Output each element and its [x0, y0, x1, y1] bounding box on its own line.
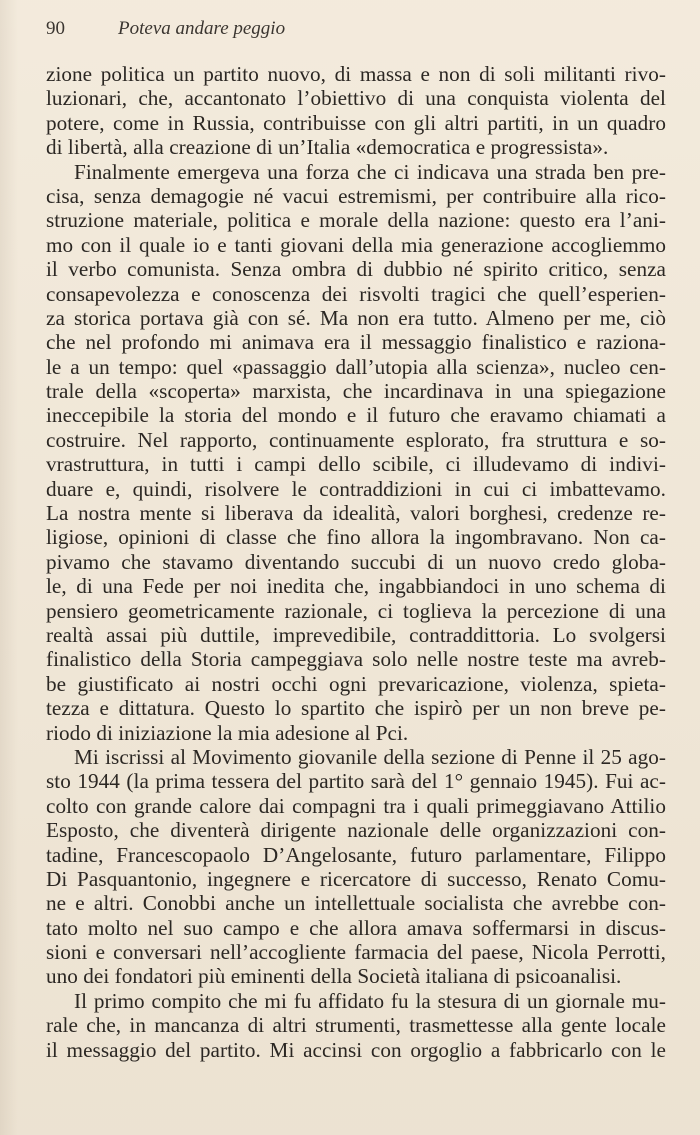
text-line: ineccepibile la storia del mondo e il futuro che eravamo chiamati a [46, 403, 666, 428]
text-line: uno dei fondatori più eminenti della Società italiana di psicoanalisi. [46, 964, 622, 989]
text-line: pensiero geometricamente razionale, ci toglieva la percezione di una [46, 598, 666, 623]
text-line: Il primo compito che mi fu affidato fu la stesura di un giornale mu- [74, 988, 666, 1013]
text-line: ligiose, opinioni di classe che fino allora la ingombravano. Non ca- [46, 525, 666, 550]
paragraph [46, 160, 666, 745]
text-line: potere, come in Russia, contribuisse con gli altri partiti, in un quadro [46, 110, 666, 135]
text-line: che nel profondo mi animava era il messaggio finalistico e raziona- [46, 330, 666, 355]
text-line: tezza e dittatura. Questo lo spartito che ispirò per un non breve pe- [46, 696, 666, 721]
text-line: rale che, in mancanza di altri strumenti, trasmettesse alla gente locale [46, 1013, 666, 1038]
text-line: costruire. Nel rapporto, continuamente esplorato, fra struttura e so- [46, 427, 666, 452]
text-line: riodo di iniziazione la mia adesione al Pci. [46, 720, 409, 745]
paragraph [46, 745, 666, 989]
text-line: di libertà, alla creazione di un’Italia «democratica e progressista». [46, 135, 609, 160]
text-line: Esposto, che diventerà dirigente nazionale delle organizzazioni con- [46, 818, 666, 843]
text-line: sto 1944 (la prima tessera del partito sarà del 1° gennaio 1945). Fui ac- [46, 769, 666, 794]
body-text [46, 62, 666, 1132]
text-line: tato molto nel suo campo e che allora amava soffermarsi in discus- [46, 915, 666, 940]
text-line: vrastruttura, in tutti i campi dello scibile, ci illudevamo di indivi- [46, 452, 666, 477]
text-line: colto con grande calore dai compagni tra i quali primeggiavano Attilio [46, 793, 666, 818]
text-line: luzionari, che, accantonato l’obiettivo di una conquista violenta del [46, 86, 666, 111]
text-line: realtà assai più duttile, imprevedibile, contraddittoria. Lo svolgersi [46, 622, 666, 647]
text-line: il verbo comunista. Senza ombra di dubbio né spirito critico, senza [46, 257, 666, 282]
text-line: duare e, quindi, risolvere le contraddizioni in cui ci imbattevamo. [46, 476, 666, 501]
paragraph [46, 989, 666, 1062]
text-line: cisa, senza demagogie né vacui estremismi, per contribuire alla rico- [46, 183, 666, 208]
paragraph [46, 62, 666, 160]
text-line: le, di una Fede per noi inedita che, ingabbiandoci in uno schema di [46, 574, 666, 599]
text-line: sioni e conversari nell’accogliente farmacia del paese, Nicola Perrotti, [46, 940, 666, 965]
text-line: pivamo che stavamo diventando succubi di un nuovo credo globa- [46, 549, 666, 574]
text-line: be giustificato ai nostri occhi ogni prevaricazione, violenza, spieta- [46, 671, 666, 696]
text-line: consapevolezza e conoscenza dei risvolti tragici che quell’esperien- [46, 281, 666, 306]
text-line: ne e altri. Conobbi anche un intellettuale socialista che avrebbe con- [46, 891, 666, 916]
running-title: Poteva andare peggio [118, 18, 286, 39]
text-line: finalistico della Storia campeggiava solo nelle nostre teste ma avreb- [46, 647, 666, 672]
text-line: Di Pasquantonio, ingegnere e ricercatore di successo, Renato Comu- [46, 866, 666, 891]
text-line: tadine, Francescopaolo D’Angelosante, futuro parlamentare, Filippo [46, 842, 666, 867]
page-number: 90 [46, 18, 65, 39]
text-line: La nostra mente si liberava da idealità, valori borghesi, credenze re- [46, 501, 666, 526]
text-line: za storica portava già con sé. Ma non era tutto. Almeno per me, ciò [46, 305, 666, 330]
text-line: Finalmente emergeva una forza che ci indicava una strada ben pre- [74, 159, 666, 184]
text-line: struzione materiale, politica e morale della nazione: questo era l’ani- [46, 208, 666, 233]
page-header [46, 18, 670, 44]
text-line: trale della «scoperta» marxista, che incardinava in una spiegazione [46, 379, 666, 404]
text-line: le a un tempo: quel «passaggio dall’utopia alla scienza», nucleo cen- [46, 354, 666, 379]
text-line: il messaggio del partito. Mi accinsi con orgoglio a fabbricarlo con le [46, 1037, 666, 1062]
text-line: mo con il quale io e tanti giovani della mia generazione accogliemmo [46, 232, 666, 257]
text-line: Mi iscrissi al Movimento giovanile della sezione di Penne il 25 ago- [74, 744, 666, 769]
text-line: zione politica un partito nuovo, di massa e non di soli militanti rivo- [46, 62, 666, 86]
